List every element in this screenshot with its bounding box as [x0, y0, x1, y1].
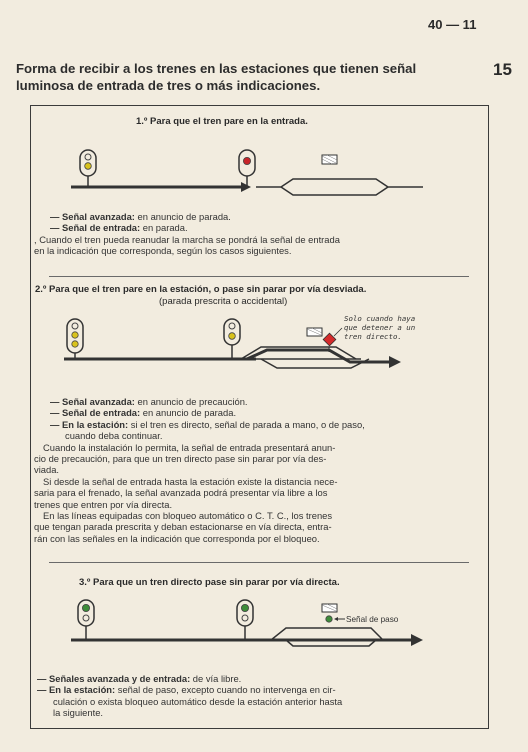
- diagram-2: [64, 314, 415, 368]
- text-line: Cuando la instalación lo permita, la señal de entrada presentará anun-: [43, 441, 336, 453]
- advance-signal-3: [78, 600, 94, 640]
- text-line: — En la estación: si el tren es directo, señal de parada a mano, o de paso,: [50, 418, 365, 430]
- text-line: rán con las señales en la indicación que corresponda por el bloqueo.: [34, 532, 320, 544]
- text-line: — Señal de entrada: en parada.: [50, 222, 188, 234]
- title-line-1: Forma de recibir a los trenes en las estaciones que tienen señal: [16, 61, 417, 76]
- text-line: que tengan parada prescrita y deban estacionarse en vía directa, entra-: [34, 521, 332, 533]
- text-line: — Señal avanzada: en anuncio de parada.: [50, 211, 231, 222]
- section-1-text: [34, 211, 340, 257]
- section-2-text: [34, 396, 365, 544]
- page-title: [16, 60, 486, 94]
- section-3-text: [37, 673, 342, 719]
- text-line: trenes que entren por vía directa.: [34, 498, 173, 510]
- entry-signal-1: [239, 150, 255, 187]
- section-number: 15: [493, 60, 512, 79]
- yellow-light-icon: [229, 333, 236, 340]
- diagram-2-note-line-3: tren directo.: [344, 332, 402, 341]
- green-light-icon: [82, 604, 89, 611]
- red-light-icon: [243, 157, 250, 164]
- diagram-3: [71, 600, 423, 646]
- section-2-heading: 2.º Para que el tren pare en la estación, o pase sin parar por vía desviada.: [35, 284, 367, 295]
- text-line: Si desde la señal de entrada hasta la estación existe la distancia nece-: [43, 475, 338, 487]
- diagram-2-note-line-1: Solo cuando haya: [344, 314, 416, 323]
- text-line: , Cuando el tren pueda reanudar la marcha se pondrá la señal de entrada: [34, 233, 340, 245]
- entry-signal-3: [237, 600, 253, 640]
- yellow-light-icon: [72, 332, 78, 338]
- text-line: cio de precaución, para que un tren directo pase sin parar por vía des-: [34, 453, 327, 465]
- advance-signal-1: [80, 150, 96, 187]
- section-2-subheading: (parada prescrita o accidental): [159, 296, 288, 307]
- content-frame: [30, 105, 489, 729]
- green-light-icon: [241, 604, 248, 611]
- section-3-heading: 3.º Para que un tren directo pase sin parar por vía directa.: [79, 577, 340, 588]
- text-line: saria para el frenado, la señal avanzada podrá presentar vía libre a los: [34, 487, 328, 499]
- text-line: En las líneas equipadas con bloqueo automático o C. T. C., los trenes: [43, 510, 333, 522]
- section-1-heading: 1.º Para que el tren pare en la entrada.: [136, 116, 308, 127]
- diagram-1: [71, 150, 423, 195]
- section-divider: [49, 562, 469, 563]
- text-line: culación o exista bloqueo automático desde la estación anterior hasta: [53, 695, 343, 707]
- text-line: cuando deba continuar.: [65, 430, 163, 442]
- title-line-2: luminosa de entrada de tres o más indicaciones.: [16, 78, 321, 93]
- entry-signal-2: [224, 319, 240, 359]
- yellow-light-icon: [72, 341, 78, 347]
- text-line: — Señales avanzada y de entrada: de vía libre.: [37, 673, 242, 684]
- text-line: — Señal de entrada: en anuncio de parada.: [50, 407, 237, 419]
- text-line: — Señal avanzada: en anuncio de precaución.: [50, 396, 248, 407]
- page-number: 40 — 11: [428, 17, 477, 32]
- section-divider: [49, 276, 469, 277]
- text-line: en la indicación que corresponda, según los casos siguientes.: [34, 245, 292, 257]
- diagram-2-note-line-2: que detener a un: [344, 323, 416, 332]
- track-3: [271, 628, 383, 640]
- paso-signal-label: Señal de paso: [346, 615, 399, 624]
- text-line: la siguiente.: [53, 707, 104, 719]
- green-light-icon: [326, 616, 332, 622]
- yellow-light-icon: [85, 163, 92, 170]
- advance-signal-2: [67, 319, 83, 359]
- text-line: — En la estación: señal de paso, excepto cuando no intervenga en cir-: [37, 684, 336, 696]
- stop-sign-icon: [323, 333, 336, 346]
- track-1: [256, 179, 423, 187]
- text-line: viada.: [34, 464, 60, 476]
